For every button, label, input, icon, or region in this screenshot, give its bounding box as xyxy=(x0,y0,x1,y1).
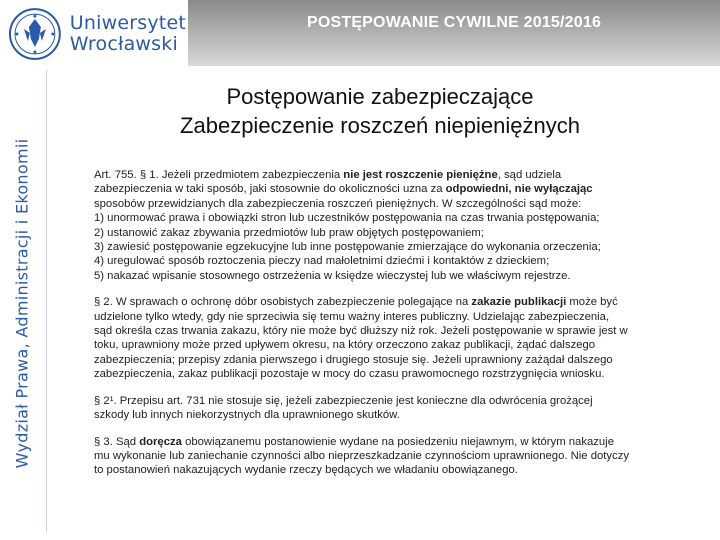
emphasis-text: zakazie publikacji xyxy=(471,296,567,309)
list-item: 5) nakazać wpisanie stosownego ostrzeżenia w księdze wieczystej lub we właściwym rejestrze. xyxy=(94,269,571,282)
text-line: zabezpieczenia, zakaz publikacji pozostaje w mocy do czasu prawomocnego rozstrzygnięcia wniosku. xyxy=(94,368,605,381)
text-run: zabezpieczenia w taki sposób, jaki stosownie do okoliczności uzna za xyxy=(94,183,446,196)
text-line: sposobów przewidzianych dla zabezpieczenia roszczeń pieniężnych. W szczególności sąd może: xyxy=(94,197,582,210)
university-crest-icon xyxy=(8,7,62,61)
text-run: może być xyxy=(566,296,618,309)
paragraph-art-755-3 xyxy=(94,435,708,478)
university-logo xyxy=(8,6,186,62)
text-line: toku, uprawniony może przed upływem okresu, na który orzeczono zakaz publikacji, żądać dalszego xyxy=(94,339,596,352)
list-item: 3) zawiesić postępowanie egzekucyjne lub inne postępowanie zmierzające do wykonania orzeczenia; xyxy=(94,241,601,254)
article-text xyxy=(94,168,708,490)
list-item: 2) ustanowić zakaz zbywania przedmiotów lub praw objętych postępowaniem; xyxy=(94,226,484,239)
text-line xyxy=(94,182,708,196)
text-line xyxy=(94,435,708,449)
text-line: § 2¹. Przepisu art. 731 nie stosuje się, jeżeli zabezpieczenie jest konieczne dla odwrócenia grożącej xyxy=(94,394,593,407)
faculty-label-text: Wydział Prawa, Administracji i Ekonomii xyxy=(12,138,32,468)
slide-title-line2: Zabezpieczenie roszczeń niepieniężnych xyxy=(180,113,580,138)
slide-title-line1: Postępowanie zabezpieczające xyxy=(226,84,534,109)
text-run: § 3. Sąd xyxy=(94,435,140,448)
text-run: § 2. W sprawach o ochronę dóbr osobistych zabezpieczenie polegające na xyxy=(94,296,472,309)
text-line: szkody lub innych niekorzystnych dla uprawnionego skutków. xyxy=(94,409,400,422)
text-run: , sąd udziela xyxy=(497,169,562,181)
paragraph-art-755-2-1 xyxy=(94,394,708,423)
text-line: mu wykonanie lub zaniechanie czynności albo nieprzeszkadzanie czynnościom uprawnionego. Nie dotyczy xyxy=(94,449,630,462)
text-run: Art. 755. § 1. Jeżeli przedmiotem zabezpieczenia xyxy=(94,169,344,181)
text-run: obowiązanemu postanowienie wydane na posiedzeniu niejawnym, w którym nakazuje xyxy=(181,435,614,448)
side-divider xyxy=(46,70,47,532)
paragraph-art-755-1 xyxy=(94,168,708,283)
text-line: zabezpieczenia; przepisy zdania pierwszego i drugiego stosuje się. Jeżeli uprawniony zażądał dalszego xyxy=(94,353,613,366)
text-line: sąd określa czas trwania zakazu, który nie może być dłuższy niż rok. Jeżeli postępowanie w sprawie jest w xyxy=(94,325,628,338)
text-line: to postanowień nakazujących wydanie rzeczy będących we władaniu obowiązanego. xyxy=(94,464,518,477)
paragraph-art-755-2 xyxy=(94,295,708,381)
emphasis-text: doręcza xyxy=(139,435,182,448)
list-item: 4) uregulować sposób roztoczenia pieczy nad małoletnimi dziećmi i kontaktów z dzieckiem; xyxy=(94,255,550,268)
text-line: udzielone tylko wtedy, gdy nie sprzeciwia się temu ważny interes publiczny. Udzielając zabezpieczenia, xyxy=(94,310,610,323)
text-line xyxy=(94,168,708,182)
text-line xyxy=(94,295,708,309)
university-name-line1: Uniwersytet xyxy=(69,12,186,34)
university-name xyxy=(70,13,186,55)
course-title: POSTĘPOWANIE CYWILNE 2015/2016 xyxy=(306,14,602,31)
university-name-line2: Wrocławski xyxy=(69,33,178,55)
emphasis-text: nie jest roszczenie pieniężne xyxy=(343,169,498,181)
emphasis-text: odpowiedni, nie wyłączając xyxy=(445,183,593,196)
header-band xyxy=(188,0,720,66)
list-item: 1) unormować prawa i obowiązki stron lub uczestników postępowania na czas trwania postępowania; xyxy=(94,212,600,225)
slide-title xyxy=(80,82,680,140)
faculty-label xyxy=(0,66,44,540)
